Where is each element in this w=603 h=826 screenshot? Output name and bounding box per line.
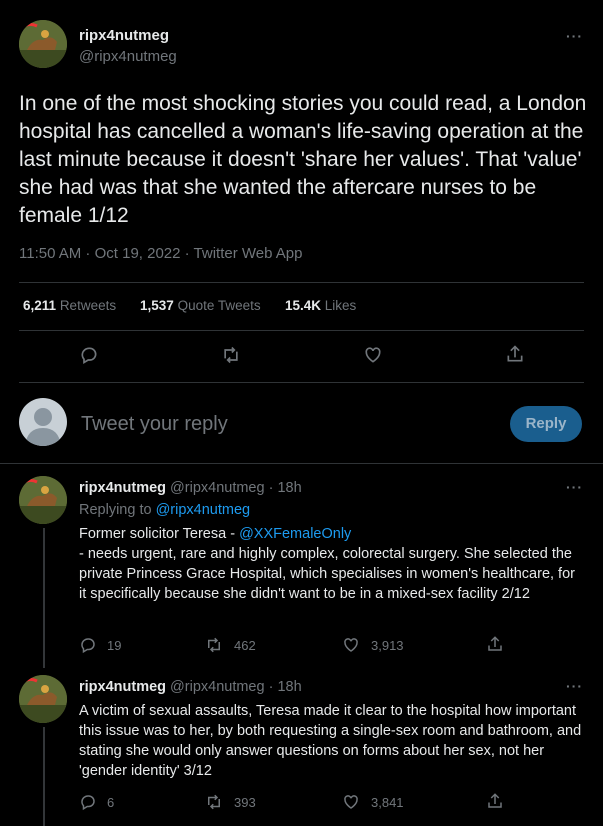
divider [19,282,584,283]
divider [19,382,584,383]
retweets-count: 6,211 [23,298,57,313]
tweet-time[interactable]: · 18h [268,480,302,496]
share-icon[interactable] [486,792,504,810]
like-icon[interactable] [362,345,384,365]
reply-count: 19 [107,637,122,653]
author-name[interactable]: ripx4nutmeg [79,679,167,695]
tweet-time[interactable]: · 18h [268,679,302,695]
like-count: 3,841 [371,794,404,810]
thread-connector [43,727,45,826]
reply-icon [79,636,97,654]
reply-action[interactable] [79,793,114,811]
reply-count: 6 [107,794,115,810]
like-count: 3,913 [371,637,404,653]
author-handle[interactable]: @ripx4nutmeg [79,48,177,65]
retweets-stat[interactable] [23,298,116,313]
reply-button[interactable]: Reply [510,406,582,442]
avatar[interactable] [19,20,67,68]
tweet-text-prefix: Former solicitor Teresa - [79,526,240,542]
thread-connector [43,528,45,668]
tweet-text: In one of the most shocking stories you could read, a London hospital has cancelled a woman's life-saving operation at the last minute because it doesn't 'share her values'. That 'value' she had was that she wanted the aftercare nurses to be female 1/12 [19,92,587,227]
author-handle[interactable]: @ripx4nutmeg [170,480,265,496]
avatar[interactable] [19,476,67,524]
divider [19,330,584,331]
retweet-icon[interactable] [220,345,242,365]
avatar[interactable] [19,675,67,723]
tweet-header [79,480,302,496]
mention-link[interactable]: @XXFemaleOnly [239,526,352,542]
quote-tweets-stat[interactable] [140,298,261,313]
replying-to [79,502,250,518]
retweets-label: Retweets [59,298,117,313]
share-icon[interactable] [505,344,525,364]
divider [0,463,603,464]
retweet-action[interactable] [204,793,256,811]
author-handle[interactable]: @ripx4nutmeg [170,679,265,695]
quotes-count: 1,537 [140,298,174,313]
share-icon[interactable] [486,635,504,653]
reply-icon [79,793,97,811]
retweet-icon [204,793,224,811]
more-options-icon[interactable]: ··· [566,28,583,44]
more-options-icon[interactable]: ··· [566,479,583,495]
replying-label: Replying to [79,502,152,518]
replying-mention-link[interactable]: @ripx4nutmeg [155,502,251,518]
retweet-icon [204,636,224,654]
retweet-count: 393 [234,794,256,810]
like-icon [341,636,361,654]
tweet-text [79,524,584,604]
tweet-timestamp[interactable]: 11:50 AM · Oct 19, 2022 · Twitter Web App [19,245,303,262]
likes-count: 15.4K [285,298,322,313]
like-icon [341,793,361,811]
author-name[interactable]: ripx4nutmeg [79,480,167,496]
like-action[interactable] [341,636,404,654]
likes-label: Likes [324,298,357,313]
retweet-count: 462 [234,637,256,653]
tweet-text-rest: - needs urgent, rare and highly complex, colorectal surgery. She selected the private Princess Grace Hospital, which specialises in women's healthcare, for it specifically because she didn't want to be in a mixed-sex facility 2/12 [79,546,575,602]
reply-input[interactable]: Tweet your reply [81,413,228,435]
like-action[interactable] [341,793,404,811]
tweet-header [79,679,302,695]
quotes-label: Quote Tweets [177,298,261,313]
user-avatar[interactable] [19,398,67,446]
retweet-action[interactable] [204,636,256,654]
more-options-icon[interactable]: ··· [566,678,583,694]
reply-icon[interactable] [79,345,99,365]
reply-action[interactable] [79,636,121,654]
author-name[interactable]: ripx4nutmeg [79,27,170,44]
likes-stat[interactable] [285,298,356,313]
tweet-text: A victim of sexual assaults, Teresa made it clear to the hospital how important this issue was to her, by both requesting a single-sex room and bathroom, and stating she would only answer questions on forms about her sex, not her 'gender identity' 3/12 [79,703,582,779]
